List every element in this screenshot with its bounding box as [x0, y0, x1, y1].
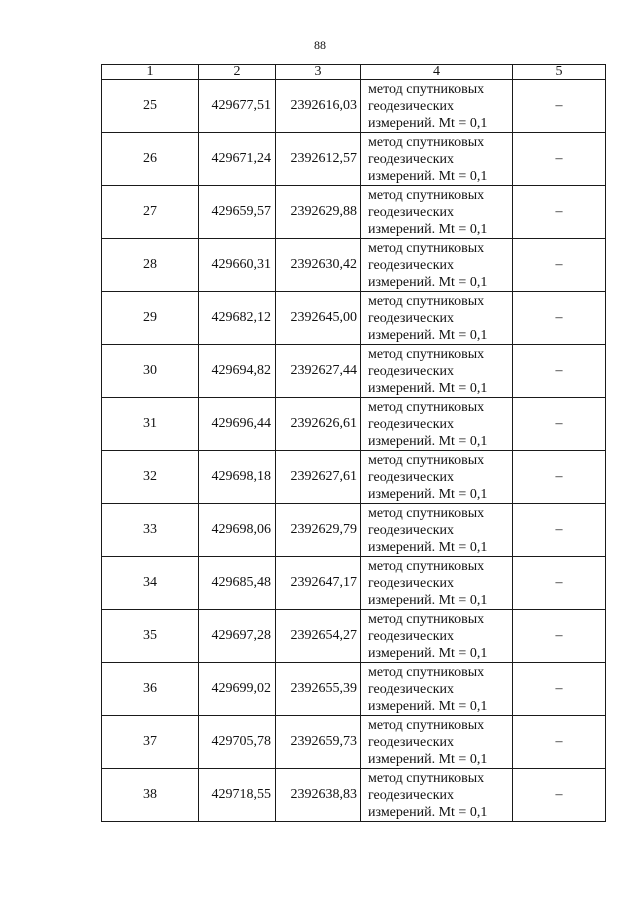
method-line-3: измерений. Mt = 0,1: [368, 433, 488, 449]
method-line-1: метод спутниковых: [368, 717, 485, 733]
method-description: [361, 292, 513, 345]
point-number: 28: [102, 239, 199, 292]
method-line-3: измерений. Mt = 0,1: [368, 645, 488, 661]
point-number: 25: [102, 80, 199, 133]
coordinate-y: 2392630,42: [276, 239, 361, 292]
table-row: [102, 398, 606, 451]
coordinate-y: 2392655,39: [276, 663, 361, 716]
point-number: 38: [102, 769, 199, 822]
method-description: [361, 610, 513, 663]
method-line-2: геодезических: [368, 363, 455, 379]
method-line-2: геодезических: [368, 98, 455, 114]
method-description: [361, 345, 513, 398]
method-line-3: измерений. Mt = 0,1: [368, 327, 488, 343]
method-line-1: метод спутниковых: [368, 134, 485, 150]
table-row: [102, 557, 606, 610]
method-line-3: измерений. Mt = 0,1: [368, 486, 488, 502]
coordinate-x: 429671,24: [199, 133, 276, 186]
coordinate-x: 429696,44: [199, 398, 276, 451]
point-number: 33: [102, 504, 199, 557]
coordinate-x: 429682,12: [199, 292, 276, 345]
method-line-1: метод спутниковых: [368, 664, 485, 680]
coordinates-table: [101, 64, 606, 822]
point-number: 34: [102, 557, 199, 610]
column-header-2: 2: [199, 65, 276, 80]
coordinate-y: 2392612,57: [276, 133, 361, 186]
column-header-5: 5: [513, 65, 606, 80]
coordinate-x: 429659,57: [199, 186, 276, 239]
coordinate-x: 429699,02: [199, 663, 276, 716]
column-5-dash: –: [513, 610, 606, 663]
point-number: 37: [102, 716, 199, 769]
method-line-2: геодезических: [368, 151, 455, 167]
method-line-3: измерений. Mt = 0,1: [368, 539, 488, 555]
method-description: [361, 239, 513, 292]
table-row: [102, 716, 606, 769]
coordinate-y: 2392645,00: [276, 292, 361, 345]
table-row: [102, 663, 606, 716]
coordinate-x: 429698,18: [199, 451, 276, 504]
method-line-2: геодезических: [368, 628, 455, 644]
coordinate-y: 2392629,88: [276, 186, 361, 239]
column-5-dash: –: [513, 716, 606, 769]
point-number: 30: [102, 345, 199, 398]
coordinate-x: 429698,06: [199, 504, 276, 557]
coordinate-y: 2392629,79: [276, 504, 361, 557]
coordinate-y: 2392647,17: [276, 557, 361, 610]
method-line-2: геодезических: [368, 522, 455, 538]
table-row: [102, 239, 606, 292]
method-description: [361, 133, 513, 186]
method-description: [361, 716, 513, 769]
column-header-1: 1: [102, 65, 199, 80]
column-5-dash: –: [513, 239, 606, 292]
column-header-4: 4: [361, 65, 513, 80]
method-line-2: геодезических: [368, 204, 455, 220]
method-description: [361, 451, 513, 504]
method-description: [361, 398, 513, 451]
point-number: 35: [102, 610, 199, 663]
method-line-3: измерений. Mt = 0,1: [368, 698, 488, 714]
column-5-dash: –: [513, 663, 606, 716]
table-row: [102, 186, 606, 239]
coordinate-y: 2392627,61: [276, 451, 361, 504]
column-5-dash: –: [513, 133, 606, 186]
method-line-2: геодезических: [368, 469, 455, 485]
method-description: [361, 557, 513, 610]
table-row: [102, 292, 606, 345]
method-line-3: измерений. Mt = 0,1: [368, 751, 488, 767]
column-header-3: 3: [276, 65, 361, 80]
page-number: 88: [314, 38, 326, 52]
method-line-2: геодезических: [368, 416, 455, 432]
method-description: [361, 663, 513, 716]
method-line-2: геодезических: [368, 734, 455, 750]
point-number: 26: [102, 133, 199, 186]
coordinate-y: 2392654,27: [276, 610, 361, 663]
method-line-1: метод спутниковых: [368, 81, 485, 97]
point-number: 27: [102, 186, 199, 239]
column-5-dash: –: [513, 557, 606, 610]
method-line-3: измерений. Mt = 0,1: [368, 274, 488, 290]
method-line-1: метод спутниковых: [368, 293, 485, 309]
table-row: [102, 451, 606, 504]
table-row: [102, 133, 606, 186]
method-line-3: измерений. Mt = 0,1: [368, 221, 488, 237]
method-line-3: измерений. Mt = 0,1: [368, 592, 488, 608]
method-line-1: метод спутниковых: [368, 505, 485, 521]
table-row: [102, 80, 606, 133]
method-line-3: измерений. Mt = 0,1: [368, 804, 488, 820]
method-line-1: метод спутниковых: [368, 346, 485, 362]
method-line-1: метод спутниковых: [368, 611, 485, 627]
column-5-dash: –: [513, 504, 606, 557]
method-line-1: метод спутниковых: [368, 770, 485, 786]
method-line-2: геодезических: [368, 257, 455, 273]
column-5-dash: –: [513, 769, 606, 822]
coordinate-y: 2392659,73: [276, 716, 361, 769]
method-line-3: измерений. Mt = 0,1: [368, 115, 488, 131]
coordinate-x: 429697,28: [199, 610, 276, 663]
method-line-3: измерений. Mt = 0,1: [368, 168, 488, 184]
coordinate-x: 429660,31: [199, 239, 276, 292]
method-line-3: измерений. Mt = 0,1: [368, 380, 488, 396]
method-line-2: геодезических: [368, 310, 455, 326]
coordinate-y: 2392638,83: [276, 769, 361, 822]
point-number: 32: [102, 451, 199, 504]
column-5-dash: –: [513, 398, 606, 451]
point-number: 36: [102, 663, 199, 716]
method-line-2: геодезических: [368, 681, 455, 697]
method-line-2: геодезических: [368, 787, 455, 803]
column-5-dash: –: [513, 345, 606, 398]
method-description: [361, 504, 513, 557]
point-number: 31: [102, 398, 199, 451]
table-row: [102, 769, 606, 822]
method-line-1: метод спутниковых: [368, 399, 485, 415]
coordinate-y: 2392616,03: [276, 80, 361, 133]
coordinate-y: 2392627,44: [276, 345, 361, 398]
table-row: [102, 504, 606, 557]
table-row: [102, 610, 606, 663]
method-line-1: метод спутниковых: [368, 187, 485, 203]
column-5-dash: –: [513, 292, 606, 345]
method-line-1: метод спутниковых: [368, 558, 485, 574]
coordinate-x: 429694,82: [199, 345, 276, 398]
coordinate-x: 429705,78: [199, 716, 276, 769]
coordinate-x: 429718,55: [199, 769, 276, 822]
coordinate-y: 2392626,61: [276, 398, 361, 451]
column-5-dash: –: [513, 186, 606, 239]
point-number: 29: [102, 292, 199, 345]
coordinate-x: 429685,48: [199, 557, 276, 610]
method-line-1: метод спутниковых: [368, 240, 485, 256]
method-description: [361, 769, 513, 822]
method-description: [361, 80, 513, 133]
table-body: [102, 65, 606, 822]
method-description: [361, 186, 513, 239]
table-row: [102, 345, 606, 398]
method-line-1: метод спутниковых: [368, 452, 485, 468]
coordinate-x: 429677,51: [199, 80, 276, 133]
column-5-dash: –: [513, 451, 606, 504]
method-line-2: геодезических: [368, 575, 455, 591]
column-5-dash: –: [513, 80, 606, 133]
header-row: [102, 65, 606, 80]
